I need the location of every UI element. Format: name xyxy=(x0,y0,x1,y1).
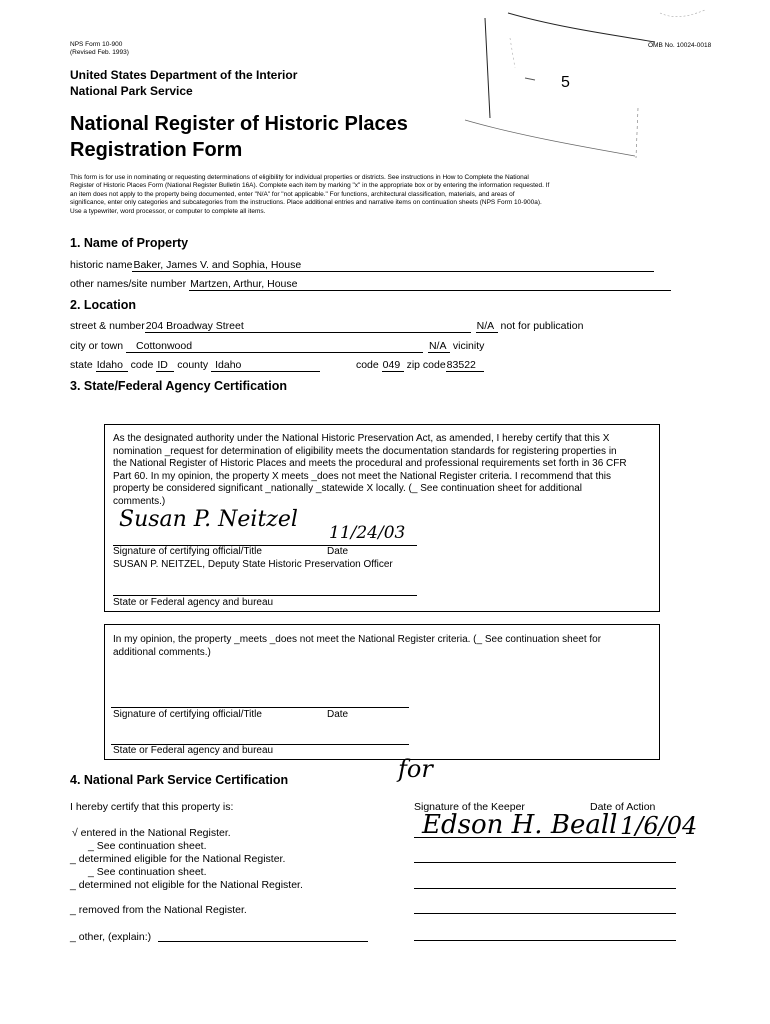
status-removed: _ removed from the National Register. xyxy=(70,904,247,916)
keeper-label: Signature of the Keeper xyxy=(414,801,525,813)
section-1-heading: 1. Name of Property xyxy=(70,236,189,250)
cert-line: As the designated authority under the National Historic Preservation Act, as amended, I hereby certify that this X xyxy=(113,433,610,444)
instruction-line: This form is for use in nominating or requesting determinations of eligibility for individual properties or districts. See instructions in How to Complete the National xyxy=(70,174,529,181)
action-date-label: Date of Action xyxy=(590,801,656,813)
cert-line: Part 60. In my opinion, the property X meets _does not meet the National Register criteria. I recommend that this xyxy=(113,470,612,482)
status-not-eligible: _ determined not eligible for the National Register. xyxy=(70,879,303,891)
zip-value[interactable]: 83522 xyxy=(446,360,484,372)
official-name: SUSAN P. NEITZEL, Deputy State Historic Preservation Officer xyxy=(113,559,393,570)
comment-box xyxy=(104,624,660,760)
action-date-hand: 1/6/04 xyxy=(620,812,698,840)
section-2-heading: 2. Location xyxy=(70,298,136,312)
omb-number: OMB No. 10024-0018 xyxy=(648,42,712,49)
cert-line: the National Register of Historic Places and meets the procedural and professional requirements set forth in 36 CFR xyxy=(113,458,627,469)
instruction-line: Use a typewriter, word processor, or computer to complete all items. xyxy=(70,207,266,215)
county-label: county xyxy=(177,359,209,371)
nfp-label: not for publication xyxy=(500,320,584,332)
certification-text xyxy=(113,433,653,508)
stamp-number: 5 xyxy=(561,74,570,91)
comment-line: additional comments.) xyxy=(113,646,211,658)
department-name: United States Department of the Interior xyxy=(70,68,298,82)
signature-label: Signature of certifying official/Title xyxy=(113,546,262,557)
other-names-row xyxy=(70,278,671,291)
status-continuation-1: _ See continuation sheet. xyxy=(88,840,207,852)
state-label: state xyxy=(70,359,93,371)
agency-label: State or Federal agency and bureau xyxy=(113,597,274,608)
city-row xyxy=(70,340,484,353)
date-label: Date xyxy=(327,546,349,557)
nfp-value[interactable]: N/A xyxy=(476,321,498,333)
comment-line: In my opinion, the property _meets _does not meet the National Register criteria. (_ See continuation sheet for xyxy=(113,634,602,645)
agency2-label: State or Federal agency and bureau xyxy=(113,745,274,756)
historic-name-label: historic name xyxy=(70,259,133,271)
vicinity-label: vicinity xyxy=(452,340,485,352)
city-label: city or town xyxy=(70,340,124,352)
signature2-label: Signature of certifying official/Title xyxy=(113,709,262,720)
state-code-value[interactable]: ID xyxy=(156,360,174,372)
form-number: NPS Form 10-900 xyxy=(70,41,123,48)
historic-name-row xyxy=(70,259,654,272)
status-continuation-2: _ See continuation sheet. xyxy=(88,866,207,878)
certifying-signature: Susan P. Neitzel xyxy=(119,507,298,532)
for-hand: for xyxy=(398,755,433,783)
instructions xyxy=(70,174,710,216)
form-revised: (Revised Feb. 1993) xyxy=(70,49,129,56)
historic-name-value[interactable]: Baker, James V. and Sophia, House xyxy=(132,260,654,272)
received-stamp xyxy=(460,8,720,168)
page-subtitle: Registration Form xyxy=(70,139,243,161)
section-3-heading: 3. State/Federal Agency Certification xyxy=(70,379,287,393)
state-row xyxy=(70,359,484,372)
status-eligible: _ determined eligible for the National Register. xyxy=(70,853,286,865)
certification-box xyxy=(104,424,660,612)
cert-line: property be considered significant _nationally _statewide X locally. (_ See continuation sheet for additional xyxy=(113,483,582,494)
county-code-label: code xyxy=(355,359,379,371)
keeper-signature: Edson H. Beall xyxy=(422,810,618,840)
instruction-line: an item does not apply to the property being documented, enter "N/A" for "not applicable." For functions, architectural classification, materials, and areas of xyxy=(70,190,515,198)
other-names-value[interactable]: Martzen, Arthur, House xyxy=(189,279,671,291)
vicinity-value[interactable]: N/A xyxy=(428,341,450,353)
page-title: National Register of Historic Places xyxy=(70,113,408,135)
street-value[interactable]: 204 Broadway Street xyxy=(145,321,471,333)
cert-line: nomination _request for determination of eligibility meets the documentation standards for registering properties in xyxy=(113,445,617,457)
service-name: National Park Service xyxy=(70,84,193,98)
instruction-line: significance, enter only categories and subcategories from the instructions. Place additional entries and narrative items on continuation sheets (NPS Form 10-900a). xyxy=(70,199,542,207)
state-code-label: code xyxy=(130,359,154,371)
zip-label: zip code xyxy=(406,359,446,371)
county-value[interactable]: Idaho xyxy=(211,360,320,372)
street-label: street & number xyxy=(70,320,145,332)
comment-text xyxy=(113,634,653,659)
status-other: _ other, (explain:) xyxy=(70,931,152,943)
city-value[interactable]: Cottonwood xyxy=(126,341,423,353)
county-code-value[interactable]: 049 xyxy=(382,360,404,372)
street-row xyxy=(70,320,583,333)
section-4-heading: 4. National Park Service Certification xyxy=(70,773,289,787)
certifying-date-hand: 11/24/03 xyxy=(329,523,406,543)
state-value[interactable]: Idaho xyxy=(96,360,128,372)
date2-label: Date xyxy=(327,709,349,720)
instruction-line: Register of Historic Places Form (National Register Bulletin 16A). Complete each item by marking "x" in the appropriate box or by entering the information requested. If xyxy=(70,182,550,190)
other-names-label: other names/site number xyxy=(70,278,187,290)
cert-line: comments.) xyxy=(113,495,166,507)
status-entered: √ entered in the National Register. xyxy=(72,827,231,839)
certify-statement: I hereby certify that this property is: xyxy=(70,801,234,813)
